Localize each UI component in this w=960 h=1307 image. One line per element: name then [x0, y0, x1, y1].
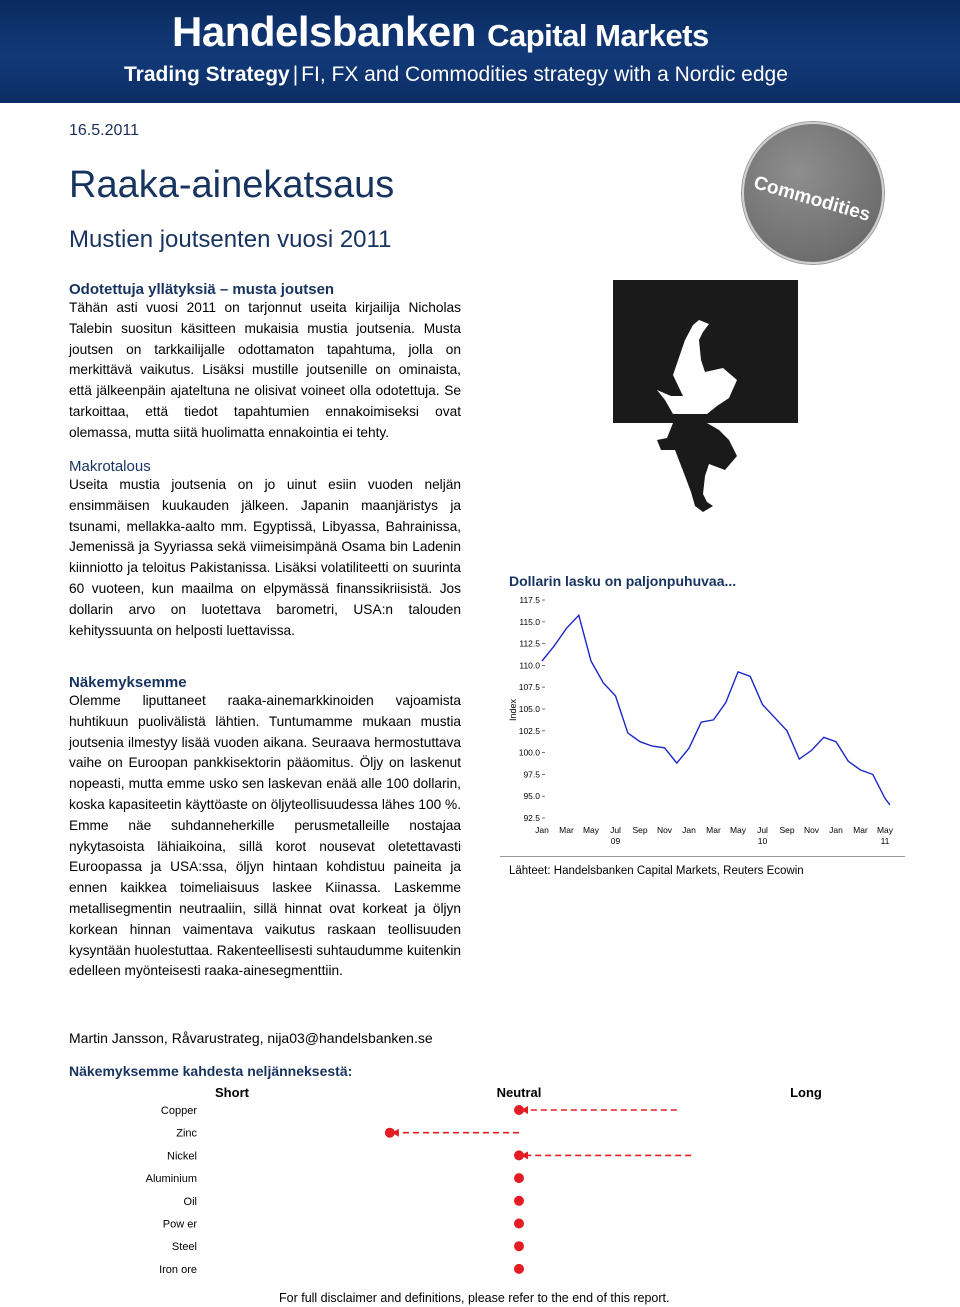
- y-tick-label: 102.5: [518, 725, 540, 736]
- badge-label: Commodities: [751, 172, 873, 226]
- section-macro: [69, 458, 461, 641]
- y-tick-label: 117.5: [519, 595, 540, 605]
- section-views: [69, 674, 461, 982]
- view-marker: [385, 1128, 395, 1138]
- x-tick-year: 10: [757, 836, 768, 846]
- banner-tagline: [124, 63, 788, 87]
- section-body: Olemme liputtaneet raaka-ainemarkkinoiden vajoamista huhtikuun puolivälistä lähtien. Tuntumamme mukaan mustia joutsenia ilmestyy lisää vuoden aikana. Seuraava hermostuttava vaihe on Euroopan pankkisektorin pääomitus. Öljy on laskenut nopeasti, mutta emme usko sen laskevan enää alle 100 dollarin, koska kapasiteetin käyttöaste on öljyteollisuudessa lähes 100 %. Emme näe suhdanneherkille perusmetalleille nostajaa nykytasoista lähiaikoina, sillä korot nousevat oletettavasti Euroopassa ja USA:ssa, öljyn hintaan kohdistuu paineita ja ennen kaikkea toimeliaisuus laskee Kiinassa. Laskemme metallisegmentin neutraaliin, sillä hinnat ovat korkeat ja öljyn korkean hinnan vaimentava vaikutus raskaan teollisuuden kysyntään huolestuttaa. Rakenteellisesti suhtaudumme kuitenkin edelleen myönteisesti raaka-ainesegmenttiin.: [69, 693, 461, 979]
- view-row-label: Aluminium: [145, 1173, 197, 1186]
- x-tick-label: Nov: [803, 825, 820, 835]
- separator: |: [292, 63, 299, 86]
- x-tick-year: 11: [880, 836, 890, 846]
- x-tick-label: Jul: [757, 825, 768, 835]
- section-heading: Näkemyksemme: [69, 674, 187, 691]
- commodities-badge: [742, 122, 884, 264]
- view-marker: [514, 1241, 524, 1251]
- y-tick-label: 112.5: [519, 638, 540, 649]
- strategy-label: Trading Strategy: [124, 63, 290, 86]
- dollar-index-chart: [500, 592, 905, 857]
- view-marker: [514, 1105, 524, 1115]
- view-marker: [514, 1264, 524, 1274]
- x-tick-label: Mar: [559, 825, 574, 835]
- view-row-label: Iron ore: [159, 1263, 197, 1276]
- x-tick-year: 09: [610, 836, 621, 846]
- brand-suffix: Capital Markets: [487, 18, 709, 53]
- y-tick-label: 107.5: [518, 682, 540, 693]
- views-title: Näkemyksemme kahdesta neljänneksestä:: [69, 1063, 353, 1079]
- x-tick-label: Jan: [829, 825, 843, 835]
- report-date: 16.5.2011: [69, 122, 139, 139]
- column-short: Short: [215, 1085, 249, 1100]
- footer-disclaimer: For full disclaimer and definitions, please refer to the end of this report.: [279, 1291, 670, 1305]
- view-row-label: Zinc: [176, 1127, 197, 1140]
- y-tick-label: 92.5: [523, 813, 540, 823]
- section-body: Tähän asti vuosi 2011 on tarjonnut useita kirjailija Nicholas Talebin suositun käsitteen mukaisia mustia joutsenia. Musta joutsen on tarkkailijalle odottamaton tapahtuma, jolla on merkittävä vaikutus. Lisäksi mustille joutsenille on ominaista, että jälkeenpäin ajateltuna ne olisivat voineet olla odotettuja. Se tarkoittaa, että tiedot tapahtumien ennakoimiseksi ovat olemassa, mutta siitä huolimatta ennakointia ei tehty.: [69, 300, 461, 440]
- x-tick-label: Nov: [656, 825, 673, 835]
- column-long: Long: [790, 1085, 822, 1100]
- y-tick-label: 105.0: [518, 704, 540, 714]
- view-row-label: Oil: [183, 1195, 197, 1208]
- x-tick-label: Mar: [706, 825, 721, 835]
- view-marker: [514, 1219, 524, 1229]
- header-banner: [0, 0, 960, 103]
- brand-logo: [172, 8, 709, 56]
- x-tick-label: Sep: [779, 825, 795, 835]
- x-tick-label: May: [582, 825, 600, 835]
- y-tick-label: 95.0: [523, 791, 540, 802]
- author-line: Martin Jansson, Råvarustrateg, nija03@handelsbanken.se: [69, 1030, 433, 1046]
- views-table: [140, 1080, 840, 1280]
- x-tick-label: Jul: [610, 825, 621, 835]
- y-tick-label: 97.5: [523, 769, 540, 780]
- view-row-label: Steel: [171, 1241, 197, 1254]
- chart-source: Lähteet: Handelsbanken Capital Markets, Reuters Ecowin: [509, 865, 804, 877]
- view-marker: [514, 1150, 524, 1160]
- y-tick-label: 100.0: [518, 747, 540, 758]
- y-axis-label: Index: [508, 698, 518, 722]
- x-tick-label: Jan: [535, 825, 549, 835]
- column-neutral: Neutral: [496, 1085, 542, 1100]
- view-row-label: Nickel: [167, 1150, 197, 1163]
- section-heading: Makrotalous: [69, 458, 151, 475]
- brand-name: Handelsbanken: [172, 8, 476, 55]
- y-tick-label: 110.0: [519, 660, 540, 671]
- x-tick-label: May: [729, 825, 747, 835]
- view-marker: [514, 1173, 524, 1183]
- section-black-swan: [69, 281, 461, 444]
- series-line: [542, 615, 890, 805]
- view-marker: [514, 1196, 524, 1206]
- chart-title: Dollarin lasku on paljonpuhuvaa...: [509, 573, 737, 589]
- view-row-label: Pow er: [162, 1218, 197, 1231]
- y-tick-label: 115.0: [519, 616, 540, 627]
- x-tick-label: Mar: [853, 825, 868, 835]
- x-tick-label: Sep: [632, 825, 648, 835]
- page-subtitle: Mustien joutsenten vuosi 2011: [69, 226, 392, 253]
- tagline-text: FI, FX and Commodities strategy with a Nordic edge: [301, 63, 788, 86]
- x-tick-label: May: [876, 825, 894, 835]
- page-title: Raaka-ainekatsaus: [69, 164, 395, 206]
- view-row-label: Copper: [160, 1105, 197, 1117]
- swan-illustration: [613, 280, 798, 558]
- x-tick-label: Jan: [682, 825, 696, 835]
- section-body: Useita mustia joutsenia on jo uinut esiin vuoden neljän ensimmäisen kuukauden jälkeen. Japanin maanjäristys ja tsunami, mellakka-aalto mm. Egyptissä, Libyassa, Bahrainissa, Jemenissä ja Syyriassa sekä viimeisimpänä Osama bin Ladenin kiinniotto ja teloitus Pakistanissa. Lisäksi volatiliteetti on suurinta 60 vuoteen, kun maailma on elpymässä finanssikriisistä. Jos dollarin arvo on luotettava barometri, USA:n talouden kehityssuunta on helposti luettavissa.: [69, 477, 461, 638]
- section-heading: Odotettuja yllätyksiä – musta joutsen: [69, 281, 335, 298]
